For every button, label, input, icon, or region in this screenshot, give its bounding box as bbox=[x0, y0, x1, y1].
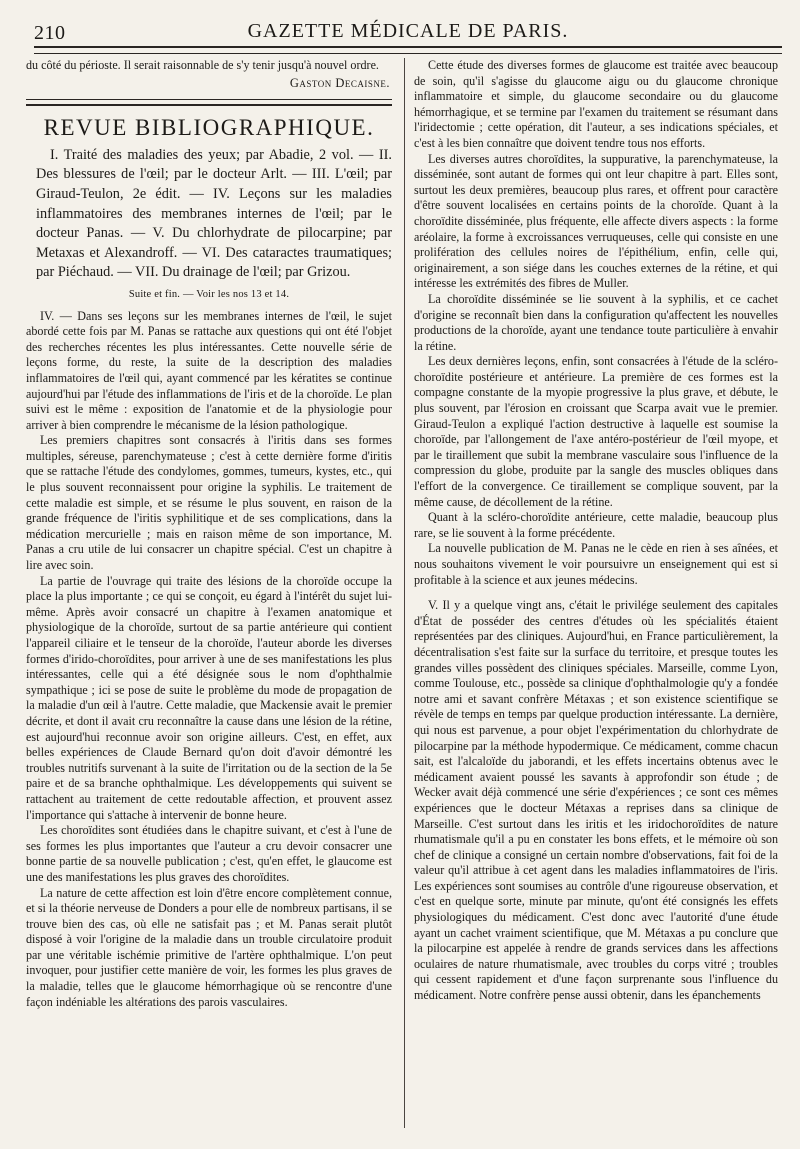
paragraph: IV. — Dans ses leçons sur les membranes internes de l'œil, le sujet abordé cette fois par M. Panas se rattache aux questions qui ont été l'objet des recherches récentes les plus intéressantes. Cette nouvelle série de leçons forme, du reste, la suite de la description des maladies inflammatoires de l'œil qui, ayant commencé par les kératites se continue aujourd'hui par l'étude des inflammations de l'iris et de la choroïde. Le plan suivi est le même : exposition de l'anatomie et de la physiologie pour arriver à bien comprendre le mécanisme de la lésion pathologique. bbox=[26, 308, 392, 432]
paragraph: Cette étude des diverses formes de glaucome est traitée avec beaucoup de soin, qu'il s'agisse du glaucome aigu ou du glaucome chronique inflammatoire et simple, du glaucome secondaire ou du glaucome hémorrhagique, et se termine par l'examen du traitement se résumant dans l'iridectomie ; cette opération, dit l'auteur, a ses indications spéciales, et c'est à les bien connaître que doivent tendre tous nos efforts. bbox=[414, 58, 778, 150]
paragraph: La nouvelle publication de M. Panas ne le cède en rien à ses aînées, et nous souhaitons vivement le voir poursuivre un enseignement qui est si profitable à la science et aux jeunes médecins. bbox=[414, 541, 778, 587]
page-number: 210 bbox=[34, 22, 66, 44]
suite-note: Suite et fin. — Voir les nos 13 et 14. bbox=[128, 288, 290, 300]
paragraph: Les premiers chapitres sont consacrés à l'iritis dans ses formes multiples, séreuse, parenchymateuse ; c'est à cette dernière forme d'iritis que se rattache l'étude des condylomes, gommes, tumeurs, kystes, etc., qui le plus souvent reconnaissent pour origine la syphilis. Le traitement de cette maladie est simple, et se résume le plus souvent, en raison de la grande fréquence de l'iritis syphilitique et de ses complications, dans la médication mercurielle ; mais en raison même de son importance, M. Panas a cru utile de lui consacrer un chapitre spécial. C'est un chapitre à lire avec soin. bbox=[26, 433, 392, 573]
paragraph: Les choroïdites sont étudiées dans le chapitre suivant, et c'est à l'une de ses formes les plus importantes que l'auteur a cru devoir consacrer une bonne partie de sa nouvelle publication ; c'est, qu'en effet, le glaucome est une des manifestations les plus graves des choroïdites. bbox=[26, 823, 392, 884]
paragraph: La choroïdite disséminée se lie souvent à la syphilis, et ce cachet d'origine se reconnaît bien dans la configuration qu'affectent les nouvelles productions de la choroïde, ayant une tendance toute particulière à envahir la rétine. bbox=[414, 291, 778, 353]
column-divider bbox=[404, 58, 405, 1128]
header-rule bbox=[34, 46, 782, 54]
paragraph: La nature de cette affection est loin d'être encore complètement connue, et si la théorie nerveuse de Donders a pour elle de nombreux partisans, il se trouve bien des cas, où elle ne satisfait pas ; et M. Panas serait plutôt disposé à voir l'origine de la maladie dans un trouble circulatoire produit par une véritable ischémie primitive de l'artère ophthalmique. L'on peut invoquer, pour justifier cette manière de voir, les formes les plus graves de la maladie, telles que le glaucome hémorrhagique où se rencontre d'une façon indéniable les altérations des parois vasculaires. bbox=[26, 885, 392, 1009]
continuation-text: du côté du périoste. Il serait raisonnable de s'y tenir jusqu'à nouvel ordre. bbox=[26, 58, 379, 72]
left-column bbox=[26, 58, 392, 1138]
page-header bbox=[34, 18, 782, 46]
paragraph: Quant à la scléro-choroïdite antérieure, cette maladie, beaucoup plus rare, se lie souvent à la forme précédente. bbox=[414, 510, 778, 540]
right-column bbox=[414, 58, 778, 1138]
paragraph-gap bbox=[414, 588, 778, 598]
section-rule bbox=[26, 99, 392, 106]
paragraph: Les diverses autres choroïdites, la suppurative, la parenchymateuse, la disséminée, sont autant de formes qui ont leur chapitre à part. Elles sont, surtout les deux premières, beaucoup plus rares, et offrent pour caractère d'être souvent localisées en certains points de la choroïde. Quant à la choroïdite disséminée, plus fréquente, elle affecte divers aspects : la forme aréolaire, la forme à excroissances verruqueuses, celle qui consiste en une prolifération des cellules noires de l'épithélium, enfin, celle qui, originairement, a son siége dans les couches externes de la rétine, et qui intéresse les extrémités des fibres de Muller. bbox=[414, 151, 778, 291]
paragraph: Les deux dernières leçons, enfin, sont consacrées à l'étude de la scléro-choroïdite postérieure et antérieure. La première de ces formes est la compagne constante de la myopie progressive la plus grave, et débute, le plus souvent, par l'érosion en croissant que Scarpa avait vue le premier. Giraud-Teulon a expliqué l'action destructive à laquelle est soumise la choroïde, par l'allongement de l'axe antéro-postérieur de l'œil myope, et par le tiraillement que subit la membrane vasculaire sous l'influence de la compression du globe, produite par la sangle des muscles obliques dans l'effort de la convergence. Ce tiraillement se complique souvent, par la même cause, de décollement de la rétine. bbox=[414, 354, 778, 509]
section-title: REVUE BIBLIOGRAPHIQUE. bbox=[43, 115, 375, 141]
author-signature: Gaston Decaisne. bbox=[289, 75, 390, 90]
paragraph: V. Il y a quelque vingt ans, c'était le privilége seulement des capitales d'État de posséder des centres d'études où les spécialités étaient représentées par des cliniques. Aujourd'hui, en France particulièrement, la décentralisation s'est faite sur la surface du territoire, et presque toutes les grandes villes possèdent des cliniques spéciales. Marseille, comme Lyon, comme Toulouse, etc., possède sa clinique d'ophthalmologie qu'y a fondée notre ami et savant confrère Métaxas ; et son existence scientifique se révèle de temps en temps par quelque production intéressante. La dernière, qui nous est parvenue, a pour objet l'expérimentation du chlorhydrate de pilocarpine par la méthode hypodermique. Ce médicament, comme chacun sait, est l'alcaloïde du jaborandi, et les effets incertains obtenus avec le médicament avaient poussé les savants à approfondir son étude ; de Wecker avait déjà commencé une série d'expériences ; ce sont ces mêmes expériences que le docteur Métaxas a reprises dans sa clinique de Marseille. C'est surtout dans les iritis et les iridochoroïdites de nature rhumatismale qu'il a pu en constater les bons effets, et le mémoire où son chef de clinique a consigné un certain nombre d'observations, fait foi de la valeur qu'il attribue à cet agent dans les maladies inflammatoires de l'iris. Les expériences sont soumises au contrôle d'une rigoureuse observation, et c'est en quelque sorte, minute par minute, qu'ont été consignés les effets physiologiques du médicament. C'est donc avec l'autorité d'une étude ayant un cachet vraiment scientifique, que M. Métaxas a pu conclure que la pilocarpine est appelée à rendre de grands services dans les affections oculaires de nature rhumatismale, avec troubles du corps vitré ; troubles qui cessent rapidement et d'une façon surprenante sous l'influence du médicament. Notre confrère pense aussi obtenir, dans les épanchements bbox=[414, 598, 778, 1003]
running-head: GAZETTE MÉDICALE DE PARIS. bbox=[247, 20, 569, 42]
bibliography-list: I. Traité des maladies des yeux; par Abadie, 2 vol. — II. Des blessures de l'œil; par le docteur Arlt. — III. L'œil; par Giraud-Teulon, 2e édit. — IV. Leçons sur les maladies inflammatoires des membranes internes de l'œil; par le docteur Panas. — V. Du chlorhydrate de pilocarpine; par Metaxas et Alexandroff. — VI. Des cataractes traumatiques; par Piéchaud. — VII. Du drainage de l'œil; par Grizou. bbox=[36, 146, 392, 281]
paragraph: La partie de l'ouvrage qui traite des lésions de la choroïde occupe la place la plus importante ; ce qui se conçoit, eu égard à l'intérêt du sujet lui-même. Après avoir consacré un chapitre à l'examen anatomique et physiologique de la choroïde, surtout de sa partie antérieure qui contient l'appareil ciliaire et le tenseur de la choroïde, l'auteur aborde les diverses formes d'irido-choroïdites, pour arriver à une de ses manifestations les plus intéressantes, celle qui a été désignée sous le nom d'ophthalmie sympathique ; ici se pose de suite le problème du mode de propagation de la maladie d'un œil à l'autre. Cette maladie, que Mackensie avait le premier décrite, et dont il avait cru reconnaître la cause dans une lésion de la rétine, est aujourd'hui reconnue avoir son origine ailleurs. C'est, en effet, aux belles expériences de Claude Bernard qu'on doit d'avoir démontré les troubles nutritifs survenant à la suite de l'irritation ou de la section de la 5e paire et de sa branche ophthalmique. Les développements qui suivent se rattachent au traitement de cette redoutable affection, et prouvent assez l'importance qui s'attache à intervenir de bonne heure. bbox=[26, 573, 392, 822]
